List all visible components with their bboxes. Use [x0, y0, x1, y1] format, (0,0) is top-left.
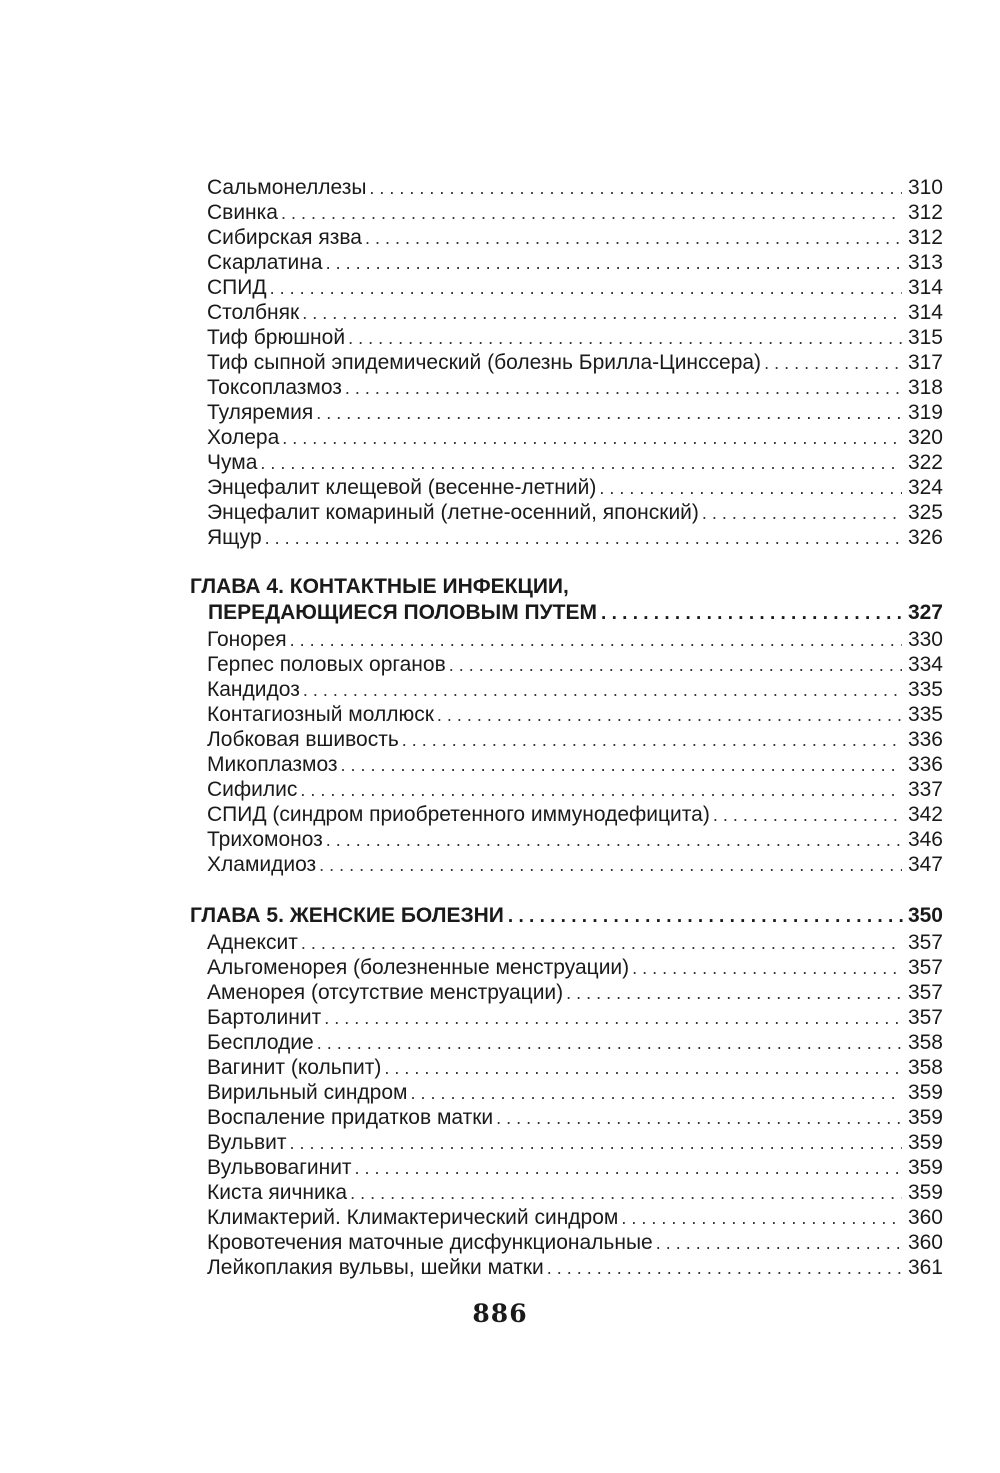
leader-dots	[437, 703, 902, 728]
entry-title: Вульвовагинит	[207, 1156, 352, 1179]
leader-dots	[369, 176, 902, 201]
entry-title: СПИД (синдром приобретенного иммунодефицита)	[207, 803, 710, 826]
entry-page: 359	[907, 1181, 943, 1204]
toc-entry	[207, 300, 943, 325]
entry-page: 357	[907, 956, 943, 979]
leader-dots	[355, 1156, 902, 1181]
entry-title: Ящур	[207, 526, 262, 549]
entry-title: Чума	[207, 451, 258, 474]
entry-title: Киста яичника	[207, 1181, 348, 1204]
leader-dots	[508, 904, 904, 930]
leader-dots	[290, 1131, 902, 1156]
leader-dots	[317, 1031, 902, 1056]
entry-page: 357	[907, 981, 943, 1004]
entry-title: Герпес половых органов	[207, 653, 446, 676]
entry-page: 317	[907, 351, 943, 374]
entry-title: Аменорея (отсутствие менструации)	[207, 981, 564, 1004]
toc-entry	[207, 200, 943, 225]
entry-page: 314	[907, 276, 943, 299]
toc-entry	[207, 802, 943, 827]
toc-entry	[207, 1080, 943, 1105]
chapter-4-title-line2: ПЕРЕДАЮЩИЕСЯ ПОЛОВЫМ ПУТЕМ	[208, 601, 598, 624]
entry-page: 314	[907, 301, 943, 324]
entry-page: 336	[907, 728, 943, 751]
leader-dots	[449, 653, 902, 678]
leader-dots	[656, 1231, 902, 1256]
entry-title: Вагинит (кольпит)	[207, 1056, 382, 1079]
toc-entry	[207, 727, 943, 752]
toc-entry	[207, 1155, 943, 1180]
entry-page: 320	[907, 426, 943, 449]
chapter-5-heading	[190, 903, 943, 929]
toc-entry	[207, 225, 943, 250]
leader-dots	[632, 956, 902, 981]
toc-entry	[207, 955, 943, 980]
leader-dots	[410, 1081, 901, 1106]
entry-page: 358	[907, 1031, 943, 1054]
toc-entry	[207, 475, 943, 500]
entry-page: 326	[907, 526, 943, 549]
entry-page: 346	[907, 828, 943, 851]
toc-entry	[207, 425, 943, 450]
entry-page: 319	[907, 401, 943, 424]
entry-page: 322	[907, 451, 943, 474]
leader-dots	[599, 476, 902, 501]
entry-page: 347	[907, 853, 943, 876]
page-number: 886	[472, 1299, 528, 1328]
entry-title: Гонорея	[207, 628, 287, 651]
leader-dots	[303, 678, 902, 703]
leader-dots	[316, 401, 902, 426]
leader-dots	[281, 201, 902, 226]
entry-page: 325	[907, 501, 943, 524]
entry-page: 313	[907, 251, 943, 274]
entry-title: Климактерий. Климактерический синдром	[207, 1206, 619, 1229]
leader-dots	[319, 853, 902, 878]
leader-dots	[345, 376, 902, 401]
entry-title: СПИД	[207, 276, 267, 299]
entry-page: 359	[907, 1156, 943, 1179]
entry-title: Вирильный синдром	[207, 1081, 408, 1104]
leader-dots	[341, 753, 902, 778]
entry-page: 315	[907, 326, 943, 349]
entry-page: 337	[907, 778, 943, 801]
entry-page: 359	[907, 1081, 943, 1104]
leader-dots	[764, 351, 902, 376]
leader-dots	[713, 803, 902, 828]
toc-entry	[207, 500, 943, 525]
toc-entry	[207, 677, 943, 702]
leader-dots	[348, 326, 902, 351]
chapter-5-title: ГЛАВА 5. ЖЕНСКИЕ БОЛЕЗНИ	[190, 904, 504, 927]
entry-page: 358	[907, 1056, 943, 1079]
entry-title: Лейкоплакия вульвы, шейки матки	[207, 1256, 544, 1279]
entry-page: 318	[907, 376, 943, 399]
entry-title: Туляремия	[207, 401, 314, 424]
chapter-4-heading	[190, 600, 943, 626]
entry-page: 357	[907, 1006, 943, 1029]
entry-title: Сальмонеллезы	[207, 176, 367, 199]
toc-entry	[207, 1055, 943, 1080]
toc-entry	[207, 400, 943, 425]
toc-entry	[207, 450, 943, 475]
entry-title: Бесплодие	[207, 1031, 314, 1054]
leader-dots	[365, 226, 902, 251]
toc-entry	[207, 1130, 943, 1155]
leader-dots	[282, 426, 902, 451]
entry-title: Бартолинит	[207, 1006, 322, 1029]
leader-dots	[350, 1181, 902, 1206]
toc-entry	[207, 175, 943, 200]
entry-page: 359	[907, 1131, 943, 1154]
toc-entry	[207, 980, 943, 1005]
entry-page: 310	[907, 176, 943, 199]
entry-title: Лобковая вшивость	[207, 728, 399, 751]
entry-title: Холера	[207, 426, 280, 449]
leader-dots	[496, 1106, 902, 1131]
toc-entry	[207, 275, 943, 300]
entry-page: 361	[907, 1256, 943, 1279]
toc-entry	[207, 627, 943, 652]
entry-page: 334	[907, 653, 943, 676]
leader-dots	[402, 728, 902, 753]
toc-entry	[207, 525, 943, 550]
toc-entry	[207, 350, 943, 375]
toc-entry	[207, 777, 943, 802]
entry-title: Столбняк	[207, 301, 300, 324]
toc-entry	[207, 852, 943, 877]
leader-dots	[324, 1006, 902, 1031]
leader-dots	[290, 628, 902, 653]
entry-title: Альгоменорея (болезненные менструации)	[207, 956, 630, 979]
leader-dots	[260, 451, 902, 476]
chapter-4-page: 327	[907, 601, 943, 624]
leader-dots	[547, 1256, 902, 1281]
entry-title: Энцефалит клещевой (весенне-летний)	[207, 476, 597, 499]
entry-title: Свинка	[207, 201, 278, 224]
toc-entry	[207, 930, 943, 955]
leader-dots	[270, 276, 902, 301]
entry-page: 335	[907, 703, 943, 726]
chapter-4-title-line1: ГЛАВА 4. КОНТАКТНЫЕ ИНФЕКЦИИ,	[190, 575, 569, 598]
entry-title: Энцефалит комариный (летне-осенний, японский)	[207, 501, 699, 524]
entry-title: Тиф сыпной эпидемический (болезнь Брилла-Цинссера)	[207, 351, 762, 374]
toc-entry	[207, 1180, 943, 1205]
entry-page: 360	[907, 1206, 943, 1229]
leader-dots	[326, 828, 902, 853]
leader-dots	[302, 301, 902, 326]
toc-entry	[207, 702, 943, 727]
entry-page: 336	[907, 753, 943, 776]
chapter-5-page: 350	[907, 904, 943, 927]
toc-entry	[207, 752, 943, 777]
leader-dots	[621, 1206, 902, 1231]
toc-entry	[207, 1230, 943, 1255]
toc-entry	[207, 1205, 943, 1230]
leader-dots	[265, 526, 902, 551]
toc-entry	[207, 1255, 943, 1280]
entry-title: Тиф брюшной	[207, 326, 346, 349]
leader-dots	[601, 601, 904, 627]
toc-entry	[207, 1005, 943, 1030]
leader-dots	[702, 501, 902, 526]
entry-title: Трихомоноз	[207, 828, 323, 851]
entry-page: 330	[907, 628, 943, 651]
toc-entry	[207, 250, 943, 275]
entry-title: Аднексит	[207, 931, 298, 954]
toc-entry	[207, 1030, 943, 1055]
entry-page: 312	[907, 226, 943, 249]
leader-dots	[301, 931, 902, 956]
entry-title: Сибирская язва	[207, 226, 362, 249]
entry-title: Хламидиоз	[207, 853, 317, 876]
entry-title: Микоплазмоз	[207, 753, 338, 776]
entry-title: Токсоплазмоз	[207, 376, 342, 399]
entry-page: 359	[907, 1106, 943, 1129]
entry-title: Вульвит	[207, 1131, 287, 1154]
toc-entry	[207, 652, 943, 677]
entry-title: Кровотечения маточные дисфункциональные	[207, 1231, 653, 1254]
entry-title: Контагиозный моллюск	[207, 703, 434, 726]
leader-dots	[326, 251, 902, 276]
entry-page: 324	[907, 476, 943, 499]
leader-dots	[300, 778, 902, 803]
toc-entry	[207, 1105, 943, 1130]
leader-dots	[384, 1056, 902, 1081]
entry-title: Воспаление придатков матки	[207, 1106, 494, 1129]
entry-page: 342	[907, 803, 943, 826]
toc-entry	[207, 325, 943, 350]
entry-page: 335	[907, 678, 943, 701]
entry-title: Сифилис	[207, 778, 298, 801]
entry-page: 312	[907, 201, 943, 224]
leader-dots	[566, 981, 902, 1006]
entry-title: Скарлатина	[207, 251, 323, 274]
toc-entry	[207, 375, 943, 400]
toc-entry	[207, 827, 943, 852]
entry-page: 357	[907, 931, 943, 954]
entry-title: Кандидоз	[207, 678, 300, 701]
entry-page: 360	[907, 1231, 943, 1254]
